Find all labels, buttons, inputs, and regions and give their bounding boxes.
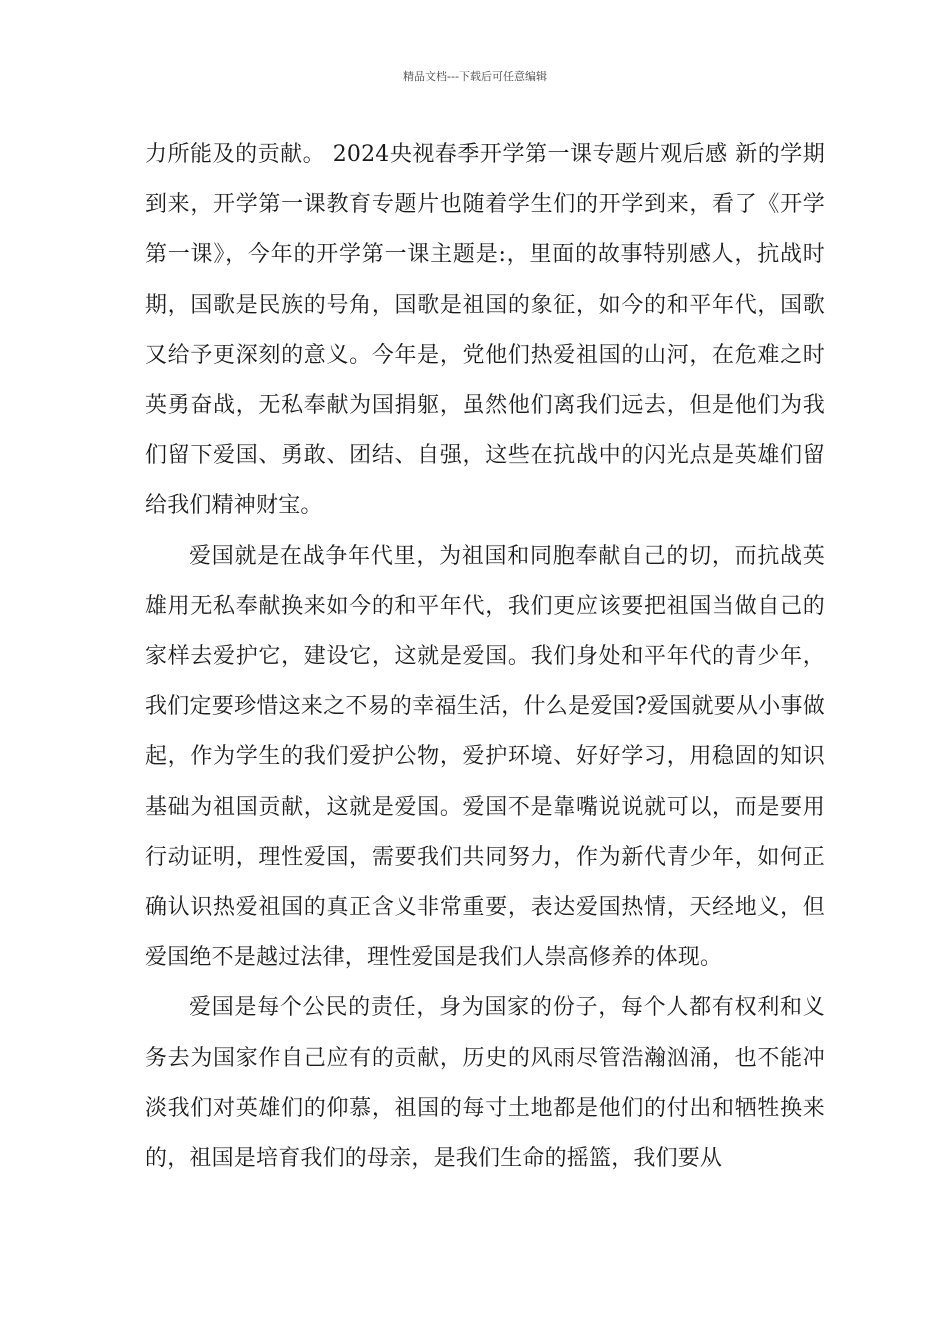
paragraph-3: 爱国是每个公民的责任，身为国家的份子，每个人都有权利和义务去为国家作自己应有的贡献，历史的风雨尽管浩瀚汹涌，也不能冲淡我们对英雄们的仰慕，祖国的每寸土地都是他们的付出和牺牲换来的，祖国是培育我们的母亲，是我们生命的摇篮，我们要从: [145, 995, 825, 1172]
paragraph-1: 力所能及的贡献。 2024央视春季开学第一课专题片观后感 新的学期到来，开学第一课教育专题片也随着学生们的开学到来，看了《开学第一课》，今年的开学第一课主题是:，里面的故事特别感人，抗战时期，国歌是民族的号角，国歌是祖国的象征，如今的和平年代，国歌又给予更深刻的意义。今年是，党他们热爱祖国的山河，在危难之时英勇奋战，无私奉献为国捐躯，虽然他们离我们远去，但是他们为我们留下爱国、勇敢、团结、自强，这些在抗战中的闪光点是英雄们留给我们精神财宝。: [145, 142, 825, 519]
paragraph-2: 爱国就是在战争年代里，为祖国和同胞奉献自己的切，而抗战英雄用无私奉献换来如今的和平年代，我们更应该要把祖国当做自己的家样去爱护它，建设它，这就是爱国。我们身处和平年代的青少年，我们定要珍惜这来之不易的幸福生活，什么是爱国?爱国就要从小事做起，作为学生的我们爱护公物，爱护环境、好好学习，用稳固的知识基础为祖国贡献，这就是爱国。爱国不是靠嘴说说就可以，而是要用行动证明，理性爱国，需要我们共同努力，作为新代青少年，如何正确认识热爱祖国的真正含义非常重要，表达爱国热情，天经地义，但爱国绝不是越过法律，理性爱国是我们人崇高修养的体现。: [145, 543, 825, 971]
page-header: 精品文档---下载后可任意编辑: [403, 70, 547, 83]
document-body: [145, 130, 825, 1184]
